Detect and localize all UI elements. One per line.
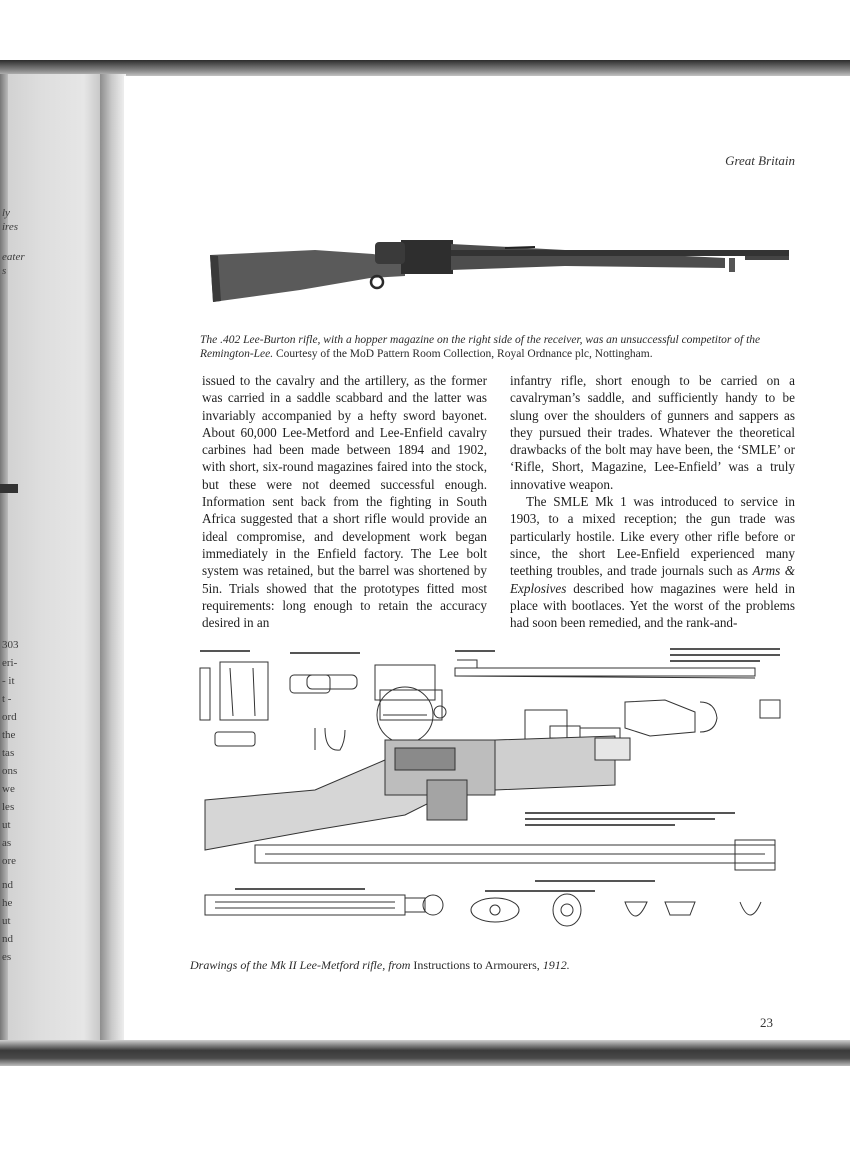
body-text: described how magazines were held in place with bootlaces. Yet the worst of the problems had soon been remedied, and the rank-and- [510, 580, 795, 631]
mk2-lee-metford-drawings [195, 640, 795, 945]
drawings-caption-source: Instructions to Armourers, [413, 958, 543, 972]
facing-fragment: - it [2, 675, 15, 687]
facing-fragment: as [2, 837, 12, 849]
photo-caption-credit: Courtesy of the MoD Pattern Room Collection, Royal Ordnance plc, Nottingham. [273, 348, 653, 360]
facing-fragment: eri- [2, 657, 18, 669]
facing-fragment: es [2, 951, 12, 963]
body-paragraph: infantry rifle, short enough to be carried on a cavalryman’s saddle, and sufficiently handy to be slung over the shoulders of gunners and sappers as they pursued their trades. Whatever the theoretical drawbacks of the bolt may have been, the ‘SMLE’ or ‘Rifle, Short, Magazine, Lee-Enfield’ was a truly innovative weapon. [510, 373, 795, 492]
photo-caption [200, 333, 795, 361]
facing-fragment: ut [2, 915, 11, 927]
facing-fragment: he [2, 897, 13, 909]
facing-page [0, 74, 105, 1040]
facing-fragment: les [2, 801, 15, 813]
drawings-caption-text: Drawings of the Mk II Lee-Metford rifle, from [190, 958, 414, 972]
facing-fragment: 303 [2, 639, 19, 651]
facing-fragment: eater [2, 251, 25, 263]
body-text: The SMLE Mk 1 was introduced to service in 1903, to a mixed reception; the gun trade was particularly hostile. Like every other rifle before or since, the short Lee-Enfield experienced many teething troubles, and trade journals such as [510, 494, 795, 579]
facing-fragment: tas [2, 747, 15, 759]
body-column-left [202, 372, 487, 631]
journal-title: Arms & Explosives [510, 563, 795, 596]
facing-fragment: nd [2, 879, 13, 891]
facing-fragment: ons [2, 765, 18, 777]
body-paragraph: issued to the cavalry and the artillery, as the former was carried in a saddle scabbard and the latter was invariably accompanied by a hefty sword bayonet. About 60,000 Lee-Metford and Lee-Enfield cavalry carbines had been made between 1894 and 1902, with short, six-round magazines faired into the stock, but these were not deemed successful enough. Information sent back from the fighting in South Africa suggested that a short rifle would provide an ideal compromise, and development work began immediately in the Enfield factory. The Lee bolt system was retained, but the barrel was shortened by 5in. Trials showed that the prototypes fitted most requirements: long enough to retain the accuracy desired in an [202, 373, 487, 631]
facing-fragment: we [2, 783, 15, 795]
facing-fragment: ut [2, 819, 11, 831]
lee-burton-rifle-photo [205, 220, 795, 315]
facing-fragment: ore [2, 855, 17, 867]
facing-fragment: nd [2, 933, 13, 945]
facing-fragment: t - [2, 693, 12, 705]
running-head: Great Britain [725, 153, 795, 168]
drawings-caption-year: 1912. [542, 958, 570, 972]
photo-caption-text: The .402 Lee-Burton rifle, with a hopper magazine on the right side of the receiver, was an unsuccessful competitor of the Remington-Lee. [200, 334, 761, 360]
page-number: 23 [760, 1015, 773, 1030]
facing-fragment: s [2, 265, 7, 277]
drawings-caption [190, 958, 750, 973]
scan-bottom-shadow [0, 1040, 850, 1066]
facing-fragment: ord [2, 711, 17, 723]
body-paragraph [510, 493, 795, 631]
book-gutter [100, 74, 126, 1040]
body-column-right [510, 372, 795, 631]
facing-fragment: ly [2, 207, 10, 219]
facing-page-mark [0, 484, 18, 493]
facing-fragment: ires [2, 221, 19, 233]
facing-fragment: the [2, 729, 16, 741]
